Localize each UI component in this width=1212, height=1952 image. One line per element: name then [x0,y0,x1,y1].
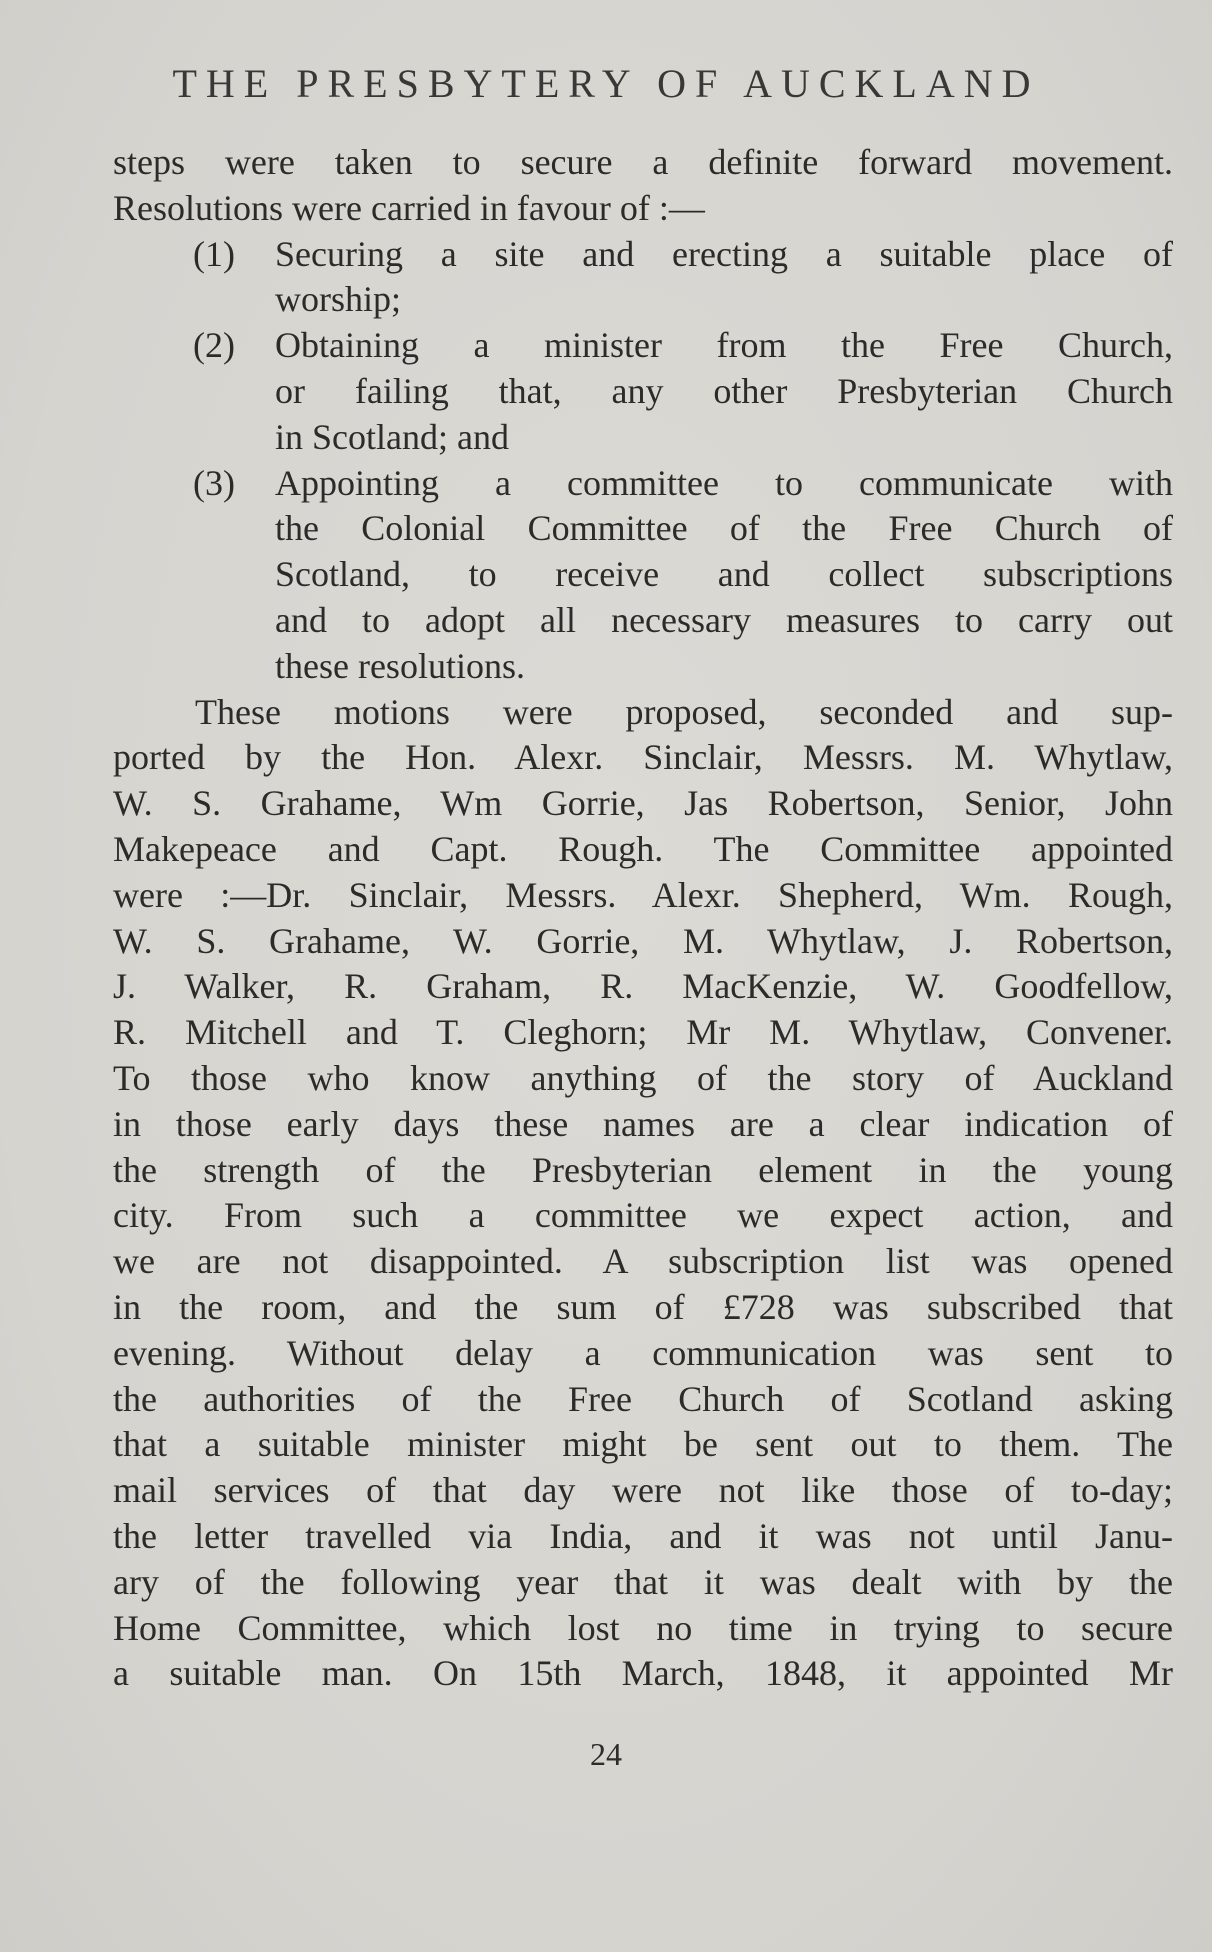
text-line: the Colonial Committee of the Free Church of [275,508,1173,549]
text-line: steps were taken to secure a definite forward movement. [113,142,1173,182]
text-line: in the room, and the sum of £728 was subscribed that [113,1286,1173,1327]
text-line: the authorities of the Free Church of Scotland asking [113,1378,1173,1419]
resolution-number: (1) [193,233,235,274]
text-line: in Scotland; and [275,416,509,457]
text-line: in those early days these names are a clear indication of [113,1103,1173,1144]
text-line: worship; [275,279,401,320]
text-line: and to adopt all necessary measures to carry out [275,599,1173,640]
text-line: Securing a site and erecting a suitable place of [275,233,1173,274]
resolution-item-3 [113,461,1173,690]
text-line: Appointing a committee to communicate with [275,462,1173,503]
text-line: Resolutions were carried in favour of :— [113,187,705,228]
text-line: these resolutions. [275,645,525,686]
text-line: To those who know anything of the story of Auckland [113,1057,1173,1098]
text-line: a suitable man. On 15th March, 1848, it appointed Mr [113,1653,1173,1694]
resolution-number: (3) [193,462,235,503]
page-number: 24 [590,1736,622,1772]
resolution-item-1 [113,232,1173,324]
text-line: we are not disappointed. A subscription list was opened [113,1241,1173,1282]
text-line: Scotland, to receive and collect subscriptions [275,554,1173,595]
resolution-number: (2) [193,325,235,366]
text-line: ported by the Hon. Alexr. Sinclair, Messrs. M. Whytlaw, [113,737,1173,778]
text-line: J. Walker, R. Graham, R. MacKenzie, W. Goodfellow, [113,966,1173,1007]
text-line: city. From such a committee we expect action, and [113,1195,1173,1236]
running-head: THE PRESBYTERY OF AUCKLAND [172,61,1040,106]
text-line: Makepeace and Capt. Rough. The Committee appointed [113,828,1173,869]
text-line: Home Committee, which lost no time in trying to secure [113,1607,1173,1648]
body-text [113,140,1173,1697]
text-line: R. Mitchell and T. Cleghorn; Mr M. Whytlaw, Convener. [113,1012,1173,1053]
text-line: were :—Dr. Sinclair, Messrs. Alexr. Shepherd, Wm. Rough, [113,874,1173,915]
text-line: These motions were proposed, seconded and sup- [195,691,1173,732]
text-line: evening. Without delay a communication was sent to [113,1332,1173,1373]
text-line: or failing that, any other Presbyterian Church [275,370,1173,411]
text-line: Obtaining a minister from the Free Church, [275,325,1173,366]
text-line: mail services of that day were not like those of to-day; [113,1470,1173,1511]
resolution-item-2 [113,323,1173,460]
text-line: the strength of the Presbyterian element in the young [113,1149,1173,1190]
text-line: the letter travelled via India, and it was not until Janu- [113,1515,1173,1556]
text-line: ary of the following year that it was dealt with by the [113,1561,1173,1602]
text-line: W. S. Grahame, W. Gorrie, M. Whytlaw, J. Robertson, [113,920,1173,961]
text-line: W. S. Grahame, Wm Gorrie, Jas Robertson, Senior, John [113,783,1173,824]
text-line: that a suitable minister might be sent out to them. The [113,1424,1173,1465]
